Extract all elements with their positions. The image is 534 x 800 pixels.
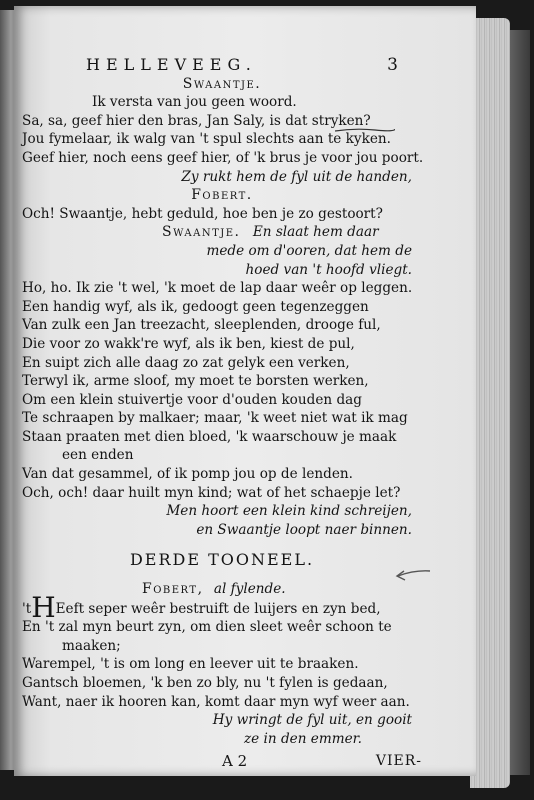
verse-line: maaken;: [62, 637, 121, 654]
stage-direction: al fylende.: [213, 581, 286, 598]
stage-direction: hoed van 't hoofd vliegt.: [245, 261, 412, 278]
verse-line: Ho, ho. Ik zie 't wel, 'k moet de lap daar weêr op leggen.: [22, 280, 413, 297]
verse-line: Och, och! daar huilt myn kind; wat of het schaepje let?: [22, 484, 401, 501]
verse-line: Die voor zo wakk're wyf, als ik ben, kiest de pul,: [22, 335, 355, 352]
speaker-heading: Swaantje.: [182, 75, 262, 92]
verse-line: Staan praaten met dien bloed, 'k waarschouw je maak: [22, 428, 397, 445]
verse-line: Och! Swaantje, hebt geduld, hoe ben je zo gestoort?: [22, 205, 383, 222]
verse-line: Want, naer ik hooren kan, komt daar myn wyf weer aan.: [22, 693, 410, 710]
verse-line: En suipt zich alle daag zo zat gelyk een verken,: [22, 354, 350, 371]
verse-line: Van zulk een Jan treezacht, sleeplenden, drooge ful,: [22, 317, 381, 334]
dropcap-letter: H: [31, 590, 56, 624]
verse-line: Sa, sa, geef hier den bras, Jan Saly, is dat stryken?: [22, 112, 371, 129]
speaker-heading: Fobert,: [142, 581, 204, 598]
running-title: HELLEVEEG.: [86, 55, 257, 74]
speaker-heading: Fobert.: [191, 187, 253, 204]
verse-line: Van dat gesammel, of ik pomp jou op de lenden.: [22, 466, 353, 483]
verse-line: een enden: [62, 447, 134, 464]
page-footer: [22, 752, 422, 771]
speaker-with-direction: [22, 580, 422, 599]
scene-title: DERDE TOONEEL.: [129, 550, 315, 570]
stage-direction: Zy rukt hem de fyl uit de handen,: [181, 168, 412, 185]
scene-block: [22, 580, 422, 748]
dropcap-rest: Eeft seper weêr bestruift de luijers en zyn bed,: [55, 600, 381, 617]
speaker-heading: Swaantje.: [162, 224, 241, 241]
catchword: VIER-: [375, 753, 422, 770]
verse-line: Te schraapen by malkaer; maar, 'k weet niet wat ik mag: [22, 410, 408, 427]
verse-line-dropcap: [22, 590, 422, 624]
verse-line: Ik versta van jou geen woord.: [92, 94, 297, 111]
verse-line: Geef hier, noch eens geef hier, of 'k brus je voor jou poort.: [22, 149, 424, 166]
verse-line: Jou fymelaar, ik walg van 't spul slechts aan te kyken.: [22, 131, 391, 148]
stage-direction: En slaat hem daar: [252, 224, 379, 241]
signature-mark: A 2: [222, 752, 248, 771]
verse-line: Om een klein stuivertje voor d'ouden kouden dag: [22, 391, 362, 408]
page-text: [22, 56, 422, 771]
verse-line: Een handig wyf, als ik, gedoogt geen tegenzeggen: [22, 298, 369, 315]
verse-line: En 't zal myn beurt zyn, om dien sleet weêr schoon te: [22, 619, 392, 636]
running-header: [86, 56, 398, 75]
dialogue-block: [22, 75, 422, 540]
stage-direction: Hy wringt de fyl uit, en gooit: [212, 712, 412, 729]
verse-line: Warempel, 't is om long en leever uit te braaken.: [22, 656, 359, 673]
page-number: 3: [387, 55, 398, 75]
page-stack: [470, 18, 510, 788]
dropcap-prefix: 't: [22, 600, 32, 617]
speaker-with-direction: [22, 223, 422, 242]
stage-direction: mede om d'ooren, dat hem de: [206, 242, 412, 259]
verse-line: Terwyl ik, arme sloof, my moet te borsten werken,: [22, 373, 369, 390]
stage-direction: Men hoort een klein kind schreijen,: [166, 503, 412, 520]
stage-direction: en Swaantje loopt naer binnen.: [196, 521, 412, 538]
stage-direction: ze in den emmer.: [244, 730, 362, 747]
verse-line: Gantsch bloemen, 'k ben zo bly, nu 't fylen is gedaan,: [22, 675, 388, 691]
